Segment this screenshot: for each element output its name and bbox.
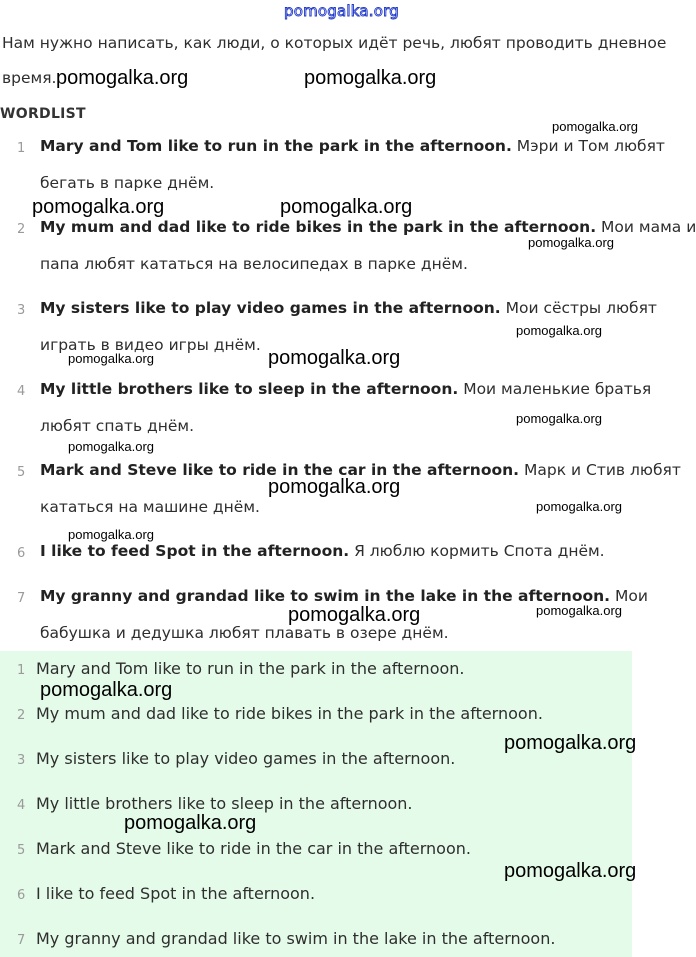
answer-line-4: My little brothers like to sleep in the afternoon. (36, 794, 413, 813)
answer-line-5: Mark and Steve like to ride in the car in the afternoon. (36, 839, 471, 858)
watermark: pomogalka.org (280, 196, 413, 218)
watermark: pomogalka.org (528, 235, 614, 250)
item-number: 4 (17, 384, 26, 399)
watermark: pomogalka.org (288, 604, 421, 626)
russian-translation: Мои сёстры любят (505, 299, 657, 317)
watermark: pomogalka.org (56, 67, 189, 89)
watermark: pomogalka.org (68, 351, 154, 366)
watermark: pomogalka.org (516, 323, 602, 338)
russian-translation: Мои маленькие братья (463, 380, 652, 398)
wordlist-item-6-line-1 (40, 542, 605, 560)
watermark: pomogalka.org (504, 732, 637, 754)
watermark: pomogalka.org (124, 812, 257, 834)
site-logo[interactable]: pomogalka.org (284, 2, 399, 20)
answer-number: 2 (17, 708, 26, 723)
answer-line-1: Mary and Tom like to run in the park in the afternoon. (36, 659, 465, 678)
russian-translation: Марк и Стив любят (524, 461, 681, 479)
watermark: pomogalka.org (504, 860, 637, 882)
russian-translation: Мои (614, 587, 648, 605)
wordlist-item-5-line-2: кататься на машине днём. (40, 498, 260, 516)
english-sentence: I like to feed Spot in the afternoon. (40, 542, 350, 560)
watermark: pomogalka.org (536, 603, 622, 618)
watermark: pomogalka.org (68, 527, 154, 542)
watermark: pomogalka.org (552, 119, 638, 134)
item-number: 3 (17, 303, 26, 318)
russian-translation: Я люблю кормить Спота днём. (354, 542, 605, 560)
english-sentence: My little brothers like to sleep in the afternoon. (40, 380, 459, 398)
wordlist-heading: WORDLIST (0, 106, 86, 122)
wordlist-item-3-line-2: играть в видео игры днём. (40, 336, 261, 354)
wordlist-item-2-line-1 (40, 218, 696, 236)
wordlist-item-1-line-2: бегать в парке днём. (40, 174, 215, 192)
watermark: pomogalka.org (268, 476, 401, 498)
item-number: 7 (17, 591, 26, 606)
watermark: pomogalka.org (304, 67, 437, 89)
wordlist-item-4-line-2: любят спать днём. (40, 417, 195, 435)
english-sentence: My granny and grandad like to swim in the lake in the afternoon. (40, 587, 611, 605)
wordlist-item-4-line-1 (40, 380, 651, 398)
watermark: pomogalka.org (536, 499, 622, 514)
answer-number: 4 (17, 798, 26, 813)
item-number: 1 (17, 141, 26, 156)
answer-line-6: I like to feed Spot in the afternoon. (36, 884, 316, 903)
watermark: pomogalka.org (516, 411, 602, 426)
answer-number: 5 (17, 843, 26, 858)
item-number: 6 (17, 546, 26, 561)
intro-line-1: Нам нужно написать, как люди, о которых идёт речь, любят проводить дневное (2, 34, 667, 52)
item-number: 5 (17, 465, 26, 480)
english-sentence: Mary and Tom like to run in the park in the afternoon. (40, 137, 512, 155)
russian-translation: Мэри и Том любят (516, 137, 665, 155)
english-sentence: My mum and dad like to ride bikes in the park in the afternoon. (40, 218, 597, 236)
wordlist-item-1-line-1 (40, 137, 665, 155)
watermark: pomogalka.org (40, 679, 173, 701)
answer-number: 6 (17, 888, 26, 903)
english-sentence: Mark and Steve like to ride in the car in the afternoon. (40, 461, 520, 479)
answer-line-7: My granny and grandad like to swim in the lake in the afternoon. (36, 929, 556, 948)
watermark: pomogalka.org (268, 347, 401, 369)
english-sentence: My sisters like to play video games in the afternoon. (40, 299, 501, 317)
answer-line-3: My sisters like to play video games in the afternoon. (36, 749, 456, 768)
wordlist-item-7-line-2: бабушка и дедушка любят плавать в озере днём. (40, 624, 449, 642)
answer-number: 3 (17, 753, 26, 768)
watermark: pomogalka.org (68, 439, 154, 454)
intro-line-2: время. (2, 69, 57, 87)
item-number: 2 (17, 222, 26, 237)
russian-translation: Мои мама и (601, 218, 696, 236)
wordlist-item-3-line-1 (40, 299, 657, 317)
answer-number: 7 (17, 933, 26, 948)
answer-line-2: My mum and dad like to ride bikes in the park in the afternoon. (36, 704, 543, 723)
wordlist-item-2-line-2: папа любят кататься на велосипедах в парке днём. (40, 255, 468, 273)
watermark: pomogalka.org (32, 196, 165, 218)
answer-number: 1 (17, 663, 26, 678)
